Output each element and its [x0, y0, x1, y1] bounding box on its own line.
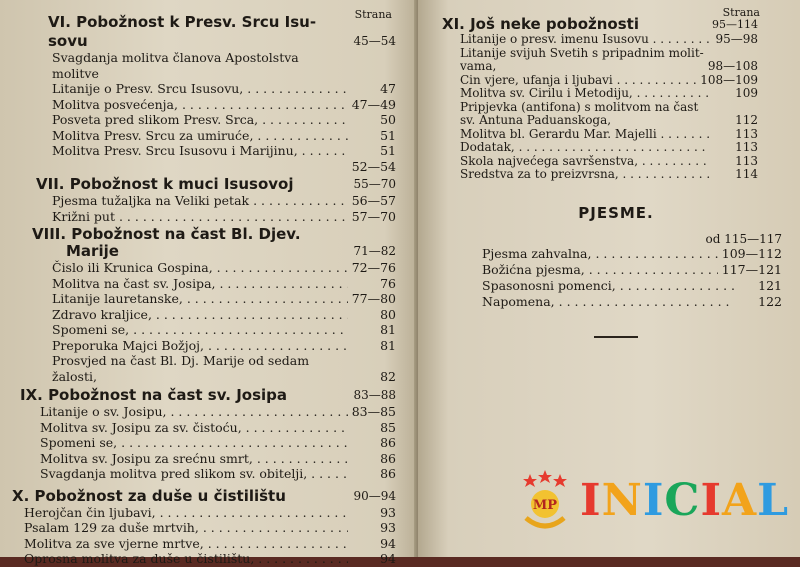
toc-entry	[8, 276, 396, 292]
section-title: XI. Još neke pobožnosti	[442, 15, 639, 33]
entry-text: Škola najvećega savršenstva, . . .	[460, 155, 710, 169]
toc-entry	[8, 97, 396, 113]
entry-text: Pjesma tužaljka na Veliki petak . . .	[52, 193, 348, 209]
entry-pages: 86	[380, 450, 396, 466]
entry-pages: 81	[380, 337, 396, 353]
toc-entry	[8, 322, 396, 338]
entry-pages: 51	[380, 127, 396, 143]
toc-entry	[8, 353, 396, 384]
entry-pages: 72—76	[351, 260, 396, 275]
entry-text: Križni put . . .	[52, 209, 348, 225]
entry-pages: 80	[380, 306, 396, 322]
monogram-emblem-icon	[510, 470, 580, 532]
entry-pages: 83—85	[351, 404, 396, 419]
toc-entry	[8, 466, 396, 482]
entry-text: Dodatak, . . .	[460, 141, 710, 155]
toc-entry	[8, 159, 396, 175]
entry-pages: 50	[380, 112, 396, 127]
entry-pages: 47	[380, 81, 396, 96]
entry-pages: 121	[758, 277, 782, 293]
entry-pages: 93	[380, 520, 396, 535]
brand-letter: L	[757, 475, 790, 526]
brand-letter: I	[700, 475, 723, 526]
entry-text: Molitva sv. Josipu za srećnu smrt, . . .	[40, 451, 348, 467]
toc-entry	[442, 47, 790, 74]
entry-pages: 86	[380, 435, 396, 450]
toc-entry	[8, 338, 396, 354]
entry-pages: 82	[380, 368, 396, 384]
section-pages: 90—94	[353, 488, 396, 503]
entry-pages: 86	[380, 466, 396, 481]
entry-text: Psalam 129 za duše mrtvih, . . .	[24, 520, 348, 536]
brand-letter: C	[664, 475, 701, 526]
entry-text: Molitva posvećenja, . . .	[52, 97, 348, 113]
toc-entry	[8, 420, 396, 436]
entry-pages: 56—57	[351, 193, 396, 208]
entry-text: Zdravo kraljice, . . .	[52, 307, 348, 323]
watermark-logo	[510, 470, 789, 532]
toc-entry	[8, 112, 396, 128]
toc-entry	[442, 101, 790, 128]
pjesme-range: od 115—117	[705, 231, 782, 246]
section-title: IX. Pobožnost na čast sv. Josipa	[20, 386, 288, 404]
entry-pages: 76	[380, 275, 396, 291]
section-title: VII. Pobožnost k muci Isusovoj	[36, 175, 294, 193]
entry-pages: 113	[735, 126, 758, 141]
toc-entry	[8, 435, 396, 451]
entry-text: Čin vjere, ufanja i ljubavi . . .	[460, 74, 696, 88]
entry-text: Spomeni se, . . .	[52, 322, 348, 338]
toc-entry	[442, 155, 790, 169]
section-heading-vii	[36, 176, 396, 193]
section-pages: 71—82	[353, 244, 396, 258]
entry-text: Sredstva za to preizvrsna, . . .	[460, 168, 710, 182]
entry-text: Molitva sv. Ćirilu i Metodiju, . . .	[460, 87, 710, 101]
monogram-text: MP	[532, 498, 558, 513]
entry-text: Prosvjed na čast Bl. Dj. Marije od sedam žalosti,	[52, 353, 310, 384]
toc-entry	[442, 246, 790, 262]
entry-pages: 112	[735, 113, 758, 127]
entry-pages: 51	[380, 143, 396, 158]
entry-pages: 85	[380, 419, 396, 435]
entry-text: Molitva Presv. Srcu za umiruće, . . .	[52, 128, 348, 144]
section-heading-ix	[20, 387, 396, 404]
entry-text: Pjesma zahvalna, . . .	[482, 246, 718, 262]
toc-entry	[8, 551, 396, 567]
toc-entry	[8, 50, 396, 81]
entry-pages: 93	[380, 504, 396, 520]
entry-pages: 81	[380, 322, 396, 337]
entry-pages: 109	[735, 86, 758, 100]
brand-letter: I	[642, 475, 665, 526]
section-pages: 95—114	[712, 18, 758, 31]
section-pages: 83—88	[353, 388, 396, 402]
brand-letter: I	[580, 475, 602, 526]
entry-pages: 108—109	[700, 72, 758, 87]
toc-entry	[442, 168, 790, 182]
end-rule	[594, 336, 638, 338]
entry-pages: 113	[735, 153, 758, 168]
section-title: Marije	[66, 242, 119, 260]
brand-wordmark	[580, 475, 790, 526]
pjesme-list	[442, 232, 790, 310]
entry-text: Litanije o Presv. Srcu Isusovu, . . .	[52, 81, 348, 97]
section-heading-viii-cont	[66, 243, 396, 260]
entry-text: Molitva Presv. Srcu Isusovu i Marijinu, . . .	[52, 143, 348, 159]
brand-text	[580, 475, 789, 526]
entry-pages: 122	[758, 293, 782, 309]
entry-text: Preporuka Majci Božjoj, . . .	[52, 338, 348, 354]
entry-text: Svagdanja molitva pred slikom sv. obitelji, . . .	[40, 466, 348, 482]
entry-text: Spomeni se, . . .	[40, 435, 348, 451]
entry-text: Molitva bl. Gerardu Mar. Majelli . . .	[460, 128, 710, 142]
entry-pages: 98—108	[707, 59, 758, 73]
toc-entry	[8, 128, 396, 144]
toc-entry	[442, 294, 790, 310]
section-title: VI. Pobožnost k Presv. Srcu Isu-	[48, 13, 317, 31]
entry-text: Molitva za sve vjerne mrtve, . . .	[24, 536, 348, 552]
pjesme-heading: PJESME.	[578, 203, 654, 222]
toc-entry	[8, 505, 396, 521]
entry-pages: 94	[380, 535, 396, 551]
toc-entry	[442, 74, 790, 88]
entry-text: Čislo ili Krunica Gospina, . . .	[52, 260, 348, 276]
entry-text: Božićna pjesma, . . .	[482, 262, 718, 278]
toc-entry	[442, 87, 790, 101]
entry-text: Oprosna molitva za duše u čistilištu, . . .	[24, 551, 348, 567]
toc-entry	[8, 291, 396, 307]
section-title: sovu	[48, 32, 88, 50]
entry-text: Litanije lauretanske, . . .	[52, 291, 348, 307]
entry-text: Litanije svijuh Svetih s pripadnim molit-vama,	[460, 46, 704, 73]
section-title: X. Pobožnost za duše u čistilištu	[12, 486, 286, 505]
section-heading-x	[12, 488, 396, 505]
entry-pages: 47—49	[351, 96, 396, 112]
toc-entry	[442, 262, 790, 278]
toc-entry	[8, 143, 396, 159]
toc-entry	[8, 209, 396, 225]
section-pages: 45—54	[353, 34, 396, 48]
entry-pages: 94	[380, 551, 396, 566]
section-heading-vi	[48, 14, 396, 31]
toc-entry	[8, 260, 396, 276]
toc-entry	[8, 536, 396, 552]
toc-entry	[8, 193, 396, 209]
toc-entry	[442, 278, 790, 294]
entry-text: Herojčan čin ljubavi, . . .	[24, 505, 348, 521]
brand-letter: N	[601, 475, 643, 526]
entry-text: Napomena, . . .	[482, 294, 734, 310]
entry-pages: 114	[735, 167, 758, 181]
section-title: VIII. Pobožnost na čast Bl. Djev.	[32, 225, 301, 243]
toc-entry	[442, 141, 790, 155]
strana-label-right: Strana	[722, 6, 760, 19]
section-pages: 55—70	[353, 177, 396, 191]
entry-text: Molitva na čast sv. Josipa, . . .	[52, 276, 348, 292]
toc-entry	[8, 307, 396, 323]
entry-pages: 95—98	[715, 32, 758, 46]
strana-label-left: Strana	[354, 8, 392, 21]
entry-pages: 113	[735, 140, 758, 154]
section-heading-viii	[32, 226, 396, 243]
entry-pages: 109—112	[721, 245, 782, 261]
toc-entry	[442, 33, 790, 47]
toc-entry	[8, 81, 396, 97]
toc-entry	[8, 451, 396, 467]
section-heading-xi	[442, 16, 790, 33]
entry-text: Litanije o sv. Josipu, . . .	[40, 404, 348, 420]
entry-pages: 57—70	[351, 208, 396, 224]
entry-text: Svagdanja molitva članova Apostolstva molitve	[52, 50, 299, 81]
entry-pages: 52—54	[351, 158, 396, 174]
toc-entry	[8, 404, 396, 420]
toc-entry	[442, 128, 790, 142]
entry-text: Pripjevka (antifona) s molitvom na čast sv. Antuna Paduanskoga,	[460, 100, 699, 127]
brand-letter: A	[722, 475, 758, 526]
entry-text: Molitva sv. Josipu za sv. čistoću, . . .	[40, 420, 348, 436]
entry-text: Litanije o presv. imenu Isusovu . . .	[460, 33, 710, 47]
entry-pages: 77—80	[351, 291, 396, 306]
toc-entry	[8, 520, 396, 536]
section-heading-vi-cont	[48, 33, 396, 50]
entry-pages: 117—121	[721, 261, 782, 277]
entry-text: Spasonosni pomenci, . . .	[482, 278, 734, 294]
entry-text: Posveta pred slikom Presv. Srca, . . .	[52, 112, 348, 128]
